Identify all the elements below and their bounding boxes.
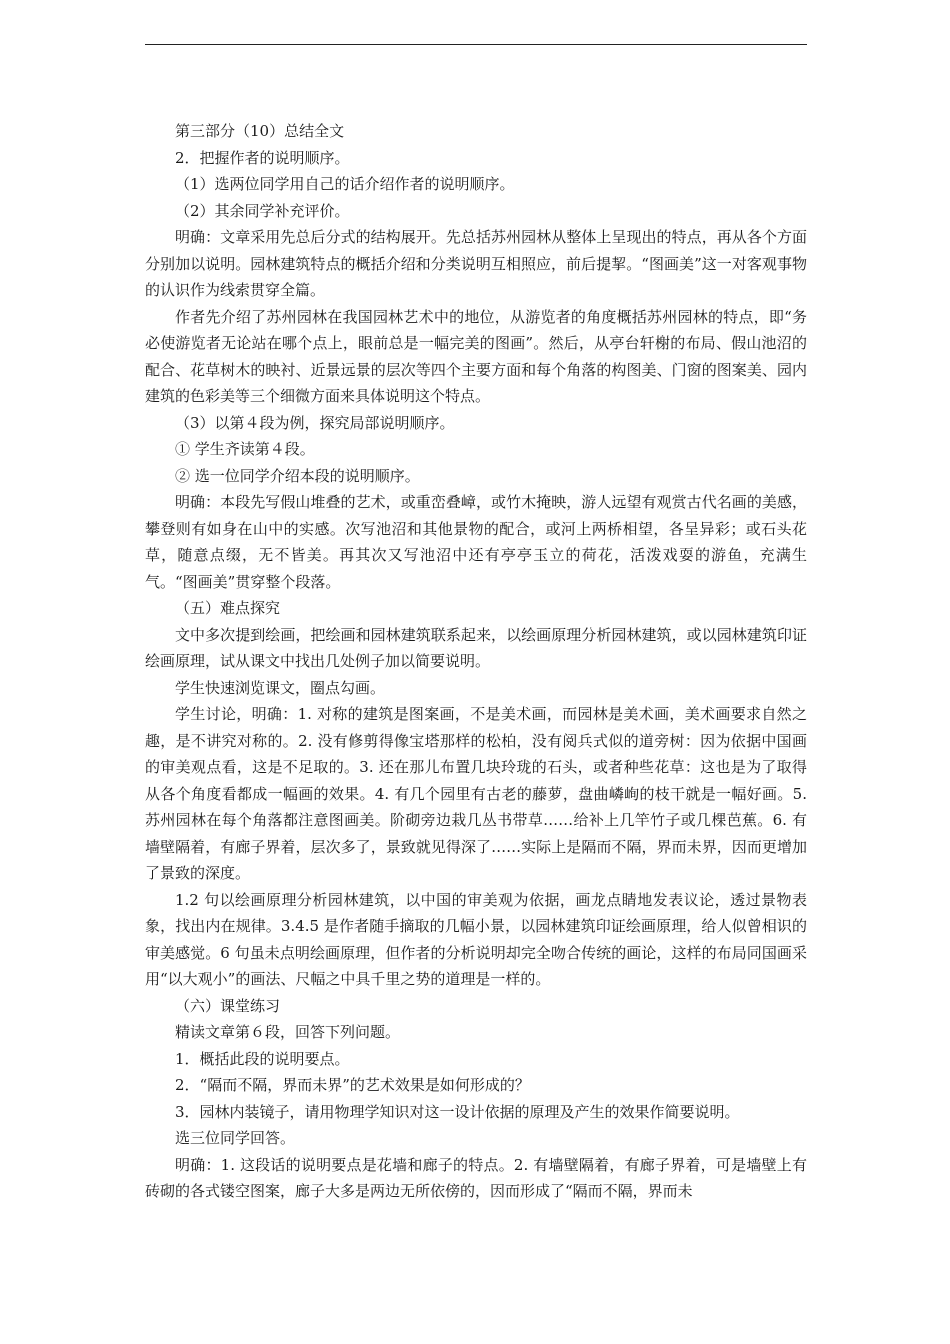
paragraph-introduce-order: ② 选一位同学介绍本段的说明顺序。 bbox=[175, 466, 420, 485]
paragraph-difficulty-heading: （五）难点探究 bbox=[175, 599, 281, 617]
paragraph-author-intro: 作者先介绍了苏州园林在我国园林艺术中的地位，从游览者的角度概括苏州园林的特点，即“务必使游览者无论站在哪个点上，眼前总是一幅完美的图画”。然后，从亭台轩榭的布局、假山池沼的配合、花草树木的映衬、近景远景的层次等四个主要方面和每个角落的构图美、门窗的图案美、园内建筑的色彩美等三个细微方面来具体说明这个特点。 bbox=[145, 307, 807, 405]
paragraph-read-aloud: ① 学生齐读第４段。 bbox=[175, 440, 315, 458]
paragraph-discussion: 学生讨论，明确：1. 对称的建筑是图案画，不是美术画，而园林是美术画，美术画要求自然之趣，是不讲究对称的。2. 没有修剪得像宝塔那样的松柏，没有阅兵式似的道旁树：因为依据中国画的审美观点看，这是不足取的。3. 还在那儿布置几块玲珑的石头，或者种些花草：这也是为了取得从各个角度看都成一幅画的效果。4. 有几个园里有古老的藤萝，盘曲嶙峋的枝干就是一幅好画。5. 苏州园林在每个角落都注意图画美。阶砌旁边栽几丛书带草……给补上几竿竹子或几棵芭蕉。6. 有墙壁隔着，有廊子界着，层次多了，景致就见得深了……实际上是隔而不隔，界而未界，因而更增加了景致的深度。 bbox=[145, 705, 807, 882]
paragraph-section-summary: 第三部分（10）总结全文 bbox=[175, 122, 345, 140]
paragraph-step-1: （1）选两位同学用自己的话介绍作者的说明顺序。 bbox=[175, 175, 515, 193]
paragraph-step-2: （2）其余同学补充评价。 bbox=[175, 201, 350, 220]
header-rule bbox=[145, 44, 807, 45]
paragraph-order-heading: 2．把握作者的说明顺序。 bbox=[175, 148, 350, 167]
paragraph-question-2: 2．“隔而不隔，界而未界”的艺术效果是如何形成的？ bbox=[175, 1076, 530, 1094]
paragraph-question-1: 1．概括此段的说明要点。 bbox=[175, 1049, 350, 1068]
paragraph-practice-heading: （六）课堂练习 bbox=[175, 996, 281, 1015]
paragraph-clarify-answers: 明确：1. 这段话的说明要点是花墙和廊子的特点。2. 有墙壁隔着，有廊子界着，可是墙壁上有砖砌的各式镂空图案，廊子大多是两边无所依傍的，因而形成了“隔而不隔，界而未 bbox=[145, 1155, 807, 1200]
paragraph-question-3: 3．园林内装镜子，请用物理学知识对这一设计依据的原理及产生的效果作简要说明。 bbox=[175, 1102, 740, 1121]
paragraph-choose-students: 选三位同学回答。 bbox=[175, 1129, 296, 1147]
paragraph-clarify-structure: 明确：文章采用先总后分式的结构展开。先总括苏州园林从整体上呈现出的特点，再从各个方面分别加以说明。园林建筑特点的概括介绍和分类说明互相照应，前后提挈。“图画美”这一对客观事物的认识作为线索贯穿全篇。 bbox=[145, 228, 807, 299]
paragraph-analysis: 1.2 句以绘画原理分析园林建筑，以中国的审美观为依据，画龙点睛地发表议论，透过景物表象，找出内在规律。3.4.5 是作者随手摘取的几幅小景，以园林建筑印证绘画原理，给人似曾相识的审美感觉。6 句虽未点明绘画原理，但作者的分析说明却完全吻合传统的画论，这样的布局同国画采用“以大观小”的画法、尺幅之中具千里之势的道理是一样的。 bbox=[145, 890, 807, 988]
paragraph-skim: 学生快速浏览课文，圈点勾画。 bbox=[175, 678, 386, 697]
document-body bbox=[145, 118, 807, 1205]
paragraph-step-3: （3）以第４段为例，探究局部说明顺序。 bbox=[175, 413, 455, 432]
paragraph-clarify-section4: 明确：本段先写假山堆叠的艺术，或重峦叠嶂，或竹木掩映，游人远望有观赏古代名画的美感，攀登则有如身在山中的实感。次写池沼和其他景物的配合，或河上两桥相望，各呈异彩；或石头花草，随意点缀，无不皆美。再其次又写池沼中还有亭亭玉立的荷花，活泼戏耍的游鱼，充满生气。“图画美”贯穿整个段落。 bbox=[145, 493, 807, 591]
paragraph-difficulty-task: 文中多次提到绘画，把绘画和园林建筑联系起来，以绘画原理分析园林建筑，或以园林建筑印证绘画原理，试从课文中找出几处例子加以简要说明。 bbox=[145, 625, 807, 670]
paragraph-practice-task: 精读文章第６段，回答下列问题。 bbox=[175, 1023, 401, 1041]
